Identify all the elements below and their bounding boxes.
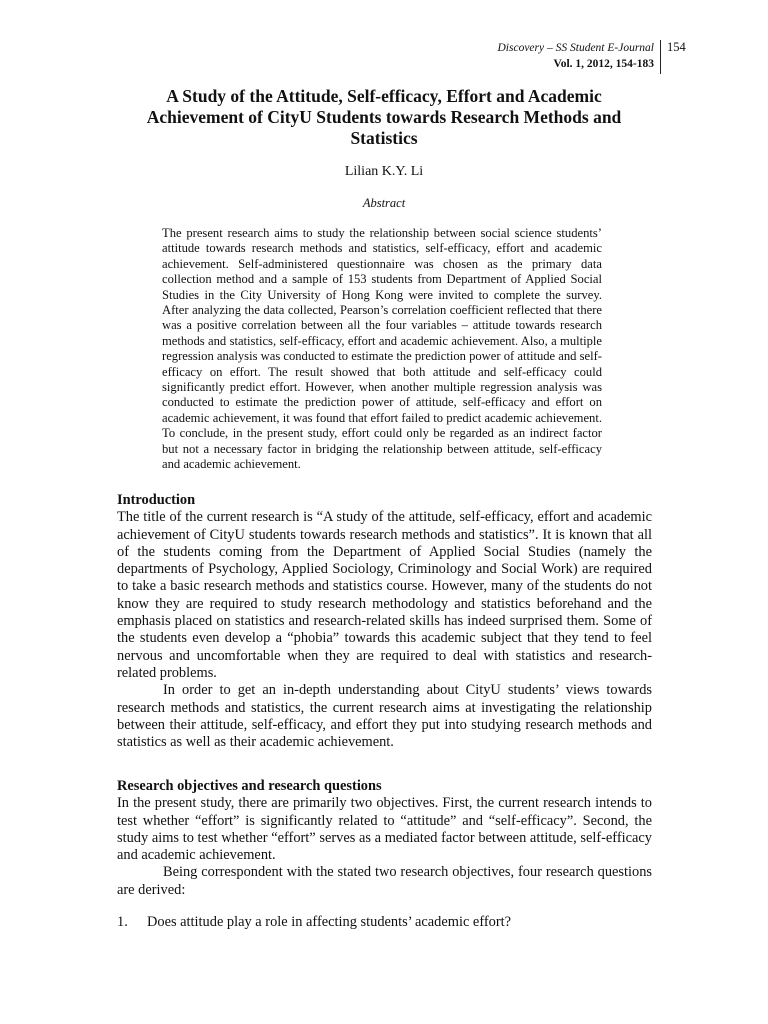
introduction-heading: Introduction [117,492,196,508]
journal-name: Discovery – SS Student E-Journal [497,42,654,54]
objectives-paragraph: Being correspondent with the stated two research objectives, four research questions are derived: [117,864,652,898]
abstract-body: The present research aims to study the relationship between social science students’ attitude towards research methods and statistics, self-efficacy, effort and academic achievement. Self-administered questionnaire was chosen as the primary data collection method and a sample of 153 students from Department of Applied Social Studies in the City University of Hong Kong were invited to complete the survey. After analyzing the data collected, Pearson’s correlation coefficient reflected that there was a positive correlation between all the four variables – attitude towards research methods and statistics, self-efficacy, effort and academic achievement. Also, a multiple regression analysis was conducted to estimate the prediction power of attitude and self-efficacy on effort. The result showed that both attitude and self-efficacy could significantly predict effort. However, when another multiple regression analysis was conducted to estimate the prediction power of attitude, self-efficacy and effort on academic achievement, it was found that effort failed to predict academic achievement. To conclude, in the present study, effort could only be regarded as an indirect factor but not a necessary factor in bridging the relationship between attitude, self-efficacy and academic achievement. [162,226,602,472]
introduction-section [117,492,652,751]
introduction-paragraph: In order to get an in-depth understanding about CityU students’ views towards research methods and statistics, the current research aims at investigating the relationship between their attitude, self-efficacy, and effort they put into studying research methods and statistics as well as their academic achievement. [117,682,652,751]
objectives-section [117,778,652,899]
page-number: 154 [667,40,686,54]
question-number: 1. [117,914,128,930]
author-name: Lilian K.Y. Li [344,164,424,179]
objectives-paragraph: In the present study, there are primarily two objectives. First, the current research intends to test whether “effort” is significantly related to “attitude” and “self-efficacy”. Second, the study aims to test whether “effort” serves as a mediated factor between attitude, self-efficacy and academic achievement. [117,795,652,864]
research-question [117,914,652,931]
volume-info: Vol. 1, 2012, 154-183 [553,58,654,70]
question-text: Does attitude play a role in affecting students’ academic effort? [147,914,512,930]
header-divider [660,40,661,74]
abstract-heading: Abstract [362,196,406,210]
paper-title: A Study of the Attitude, Self-efficacy, Effort and Academic Achievement of CityU Students towards Research Methods and Statistics [146,86,622,148]
running-header [498,40,655,72]
introduction-paragraph: The title of the current research is “A study of the attitude, self-efficacy, effort and academic achievement of CityU students towards research methods and statistics”. It is known that all of the students coming from the Department of Applied Social Studies (namely the departments of Psychology, Applied Sociology, Criminology and Social Work) are required to take a basic research methods and statistics course. However, many of the students do not know they are required to study research methodology and statistics beforehand and the emphasis placed on statistics and research-related skills has indeed surprised them. Some of the students even develop a “phobia” towards this academic subject that they tend to feel nervous and uncomfortable when they are required to deal with statistics and research-related problems. [117,509,652,681]
objectives-heading: Research objectives and research questions [117,778,382,794]
